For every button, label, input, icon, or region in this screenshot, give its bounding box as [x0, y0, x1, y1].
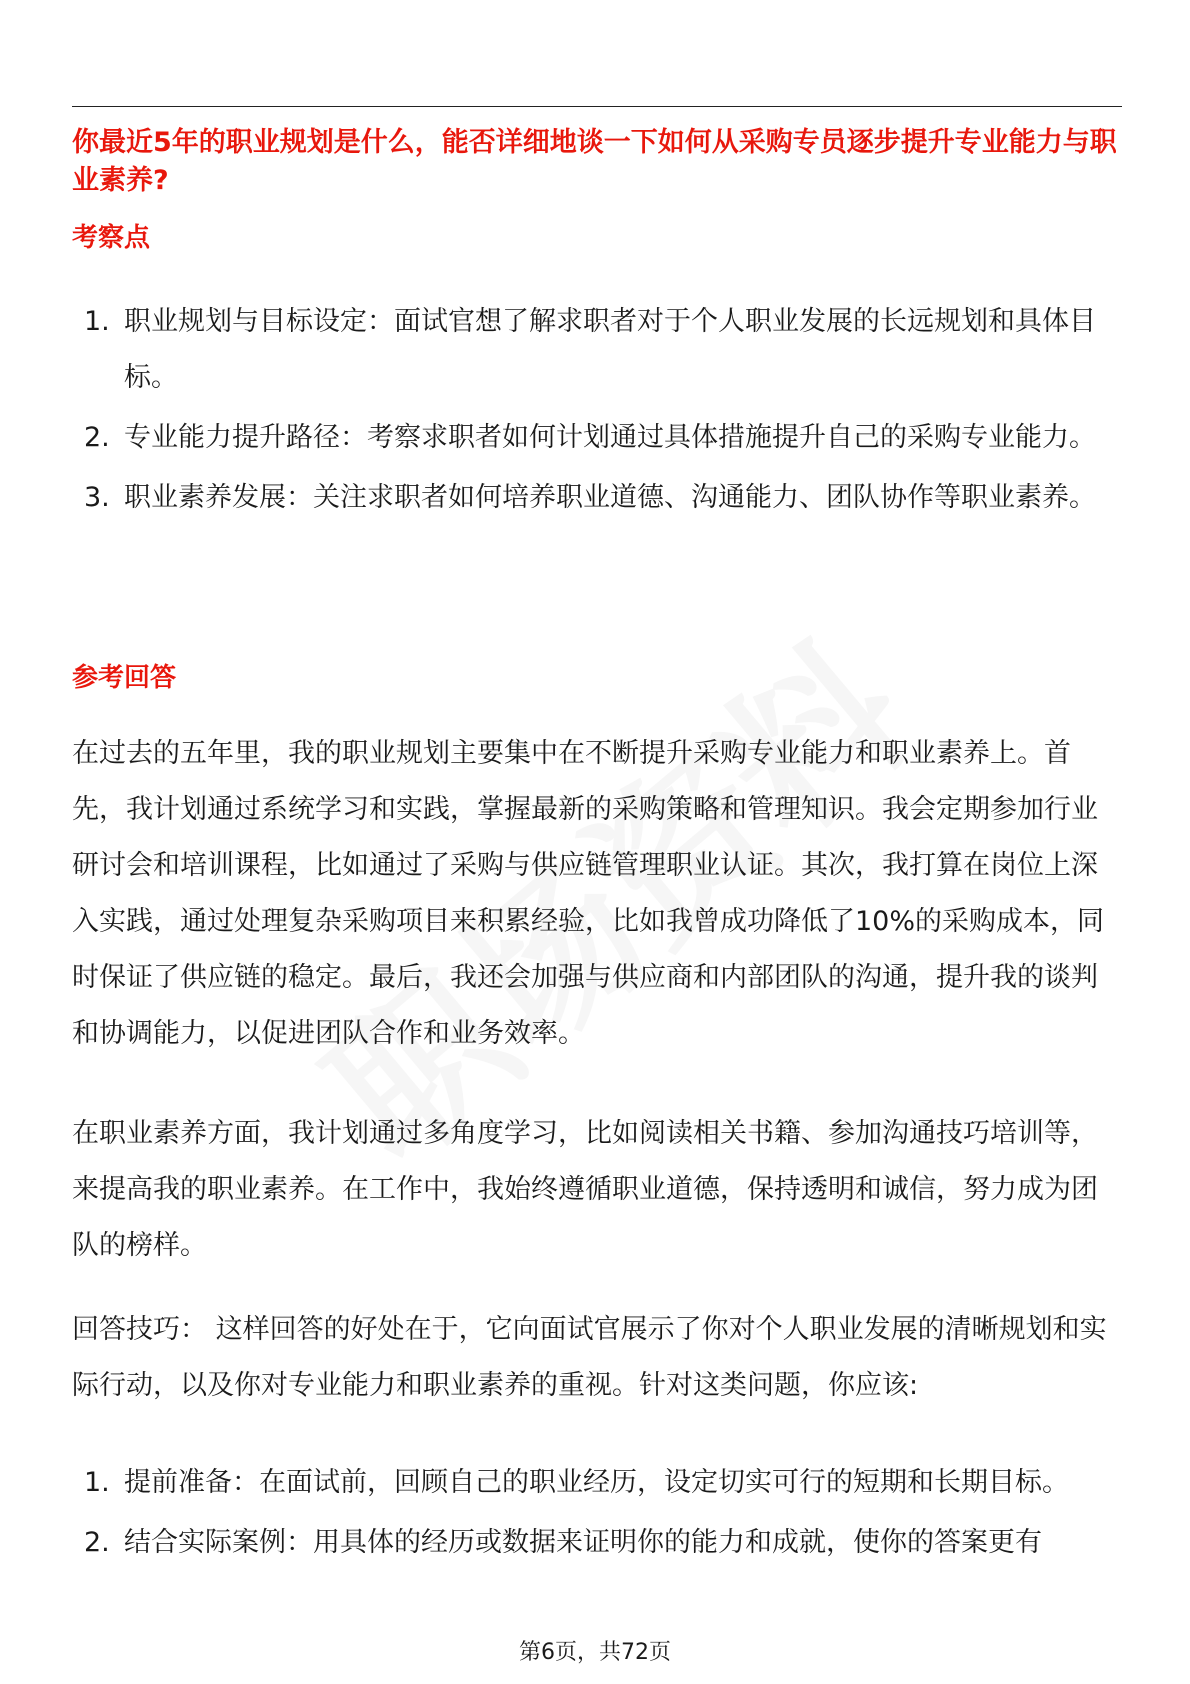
- list-item: [72, 410, 1122, 466]
- list-item: [72, 470, 1122, 526]
- examine-points-list: [72, 294, 1122, 530]
- page-footer: 第6页，共72页: [519, 1640, 671, 1665]
- top-divider: [72, 106, 1122, 107]
- list-item: [72, 294, 1122, 406]
- list-number: 1.: [84, 1467, 110, 1498]
- list-item-text: 专业能力提升路径：考察求职者如何计划通过具体措施提升自己的采购专业能力。: [124, 422, 1096, 453]
- answer-paragraph: 在过去的五年里，我的职业规划主要集中在不断提升采购专业能力和职业素养上。首先，我计划通过系统学习和实践，掌握最新的采购策略和管理知识。我会定期参加行业研讨会和培训课程，比如通过了采购与供应链管理职业认证。其次，我打算在岗位上深入实践，通过处理复杂采购项目来积累经验，比如我曾成功降低了10%的采购成本，同时保证了供应链的稳定。最后，我还会加强与供应商和内部团队的沟通，提升我的谈判和协调能力，以促进团队合作和业务效率。: [72, 738, 1105, 1049]
- tips-list: [72, 1455, 1122, 1575]
- list-item-text: 结合实际案例：用具体的经历或数据来证明你的能力和成就，使你的答案更有: [124, 1527, 1042, 1558]
- section-heading-examine: 考察点: [72, 223, 151, 253]
- list-item-text: 职业规划与目标设定：面试官想了解求职者对于个人职业发展的长远规划和具体目标。: [124, 306, 1096, 393]
- list-item-text: 提前准备：在面试前，回顾自己的职业经历，设定切实可行的短期和长期目标。: [124, 1467, 1069, 1498]
- list-number: 1.: [84, 306, 110, 337]
- list-item: [72, 1455, 1122, 1511]
- question-title: 你最近5年的职业规划是什么，能否详细地谈一下如何从采购专员逐步提升专业能力与职业素养?: [72, 127, 1117, 196]
- section-heading-answer: 参考回答: [72, 663, 177, 693]
- tips-intro-paragraph: 回答技巧： 这样回答的好处在于，它向面试官展示了你对个人职业发展的清晰规划和实际行动，以及你对专业能力和职业素养的重视。针对这类问题，你应该:: [72, 1314, 1107, 1401]
- list-item-text: 职业素养发展：关注求职者如何培养职业道德、沟通能力、团队协作等职业素养。: [124, 482, 1096, 513]
- list-number: 3.: [84, 482, 110, 513]
- answer-paragraph: 在职业素养方面，我计划通过多角度学习，比如阅读相关书籍、参加沟通技巧培训等，来提高我的职业素养。在工作中，我始终遵循职业道德，保持透明和诚信，努力成为团队的榜样。: [72, 1118, 1098, 1261]
- list-number: 2.: [84, 1527, 110, 1558]
- list-number: 2.: [84, 422, 110, 453]
- list-item: [72, 1515, 1122, 1571]
